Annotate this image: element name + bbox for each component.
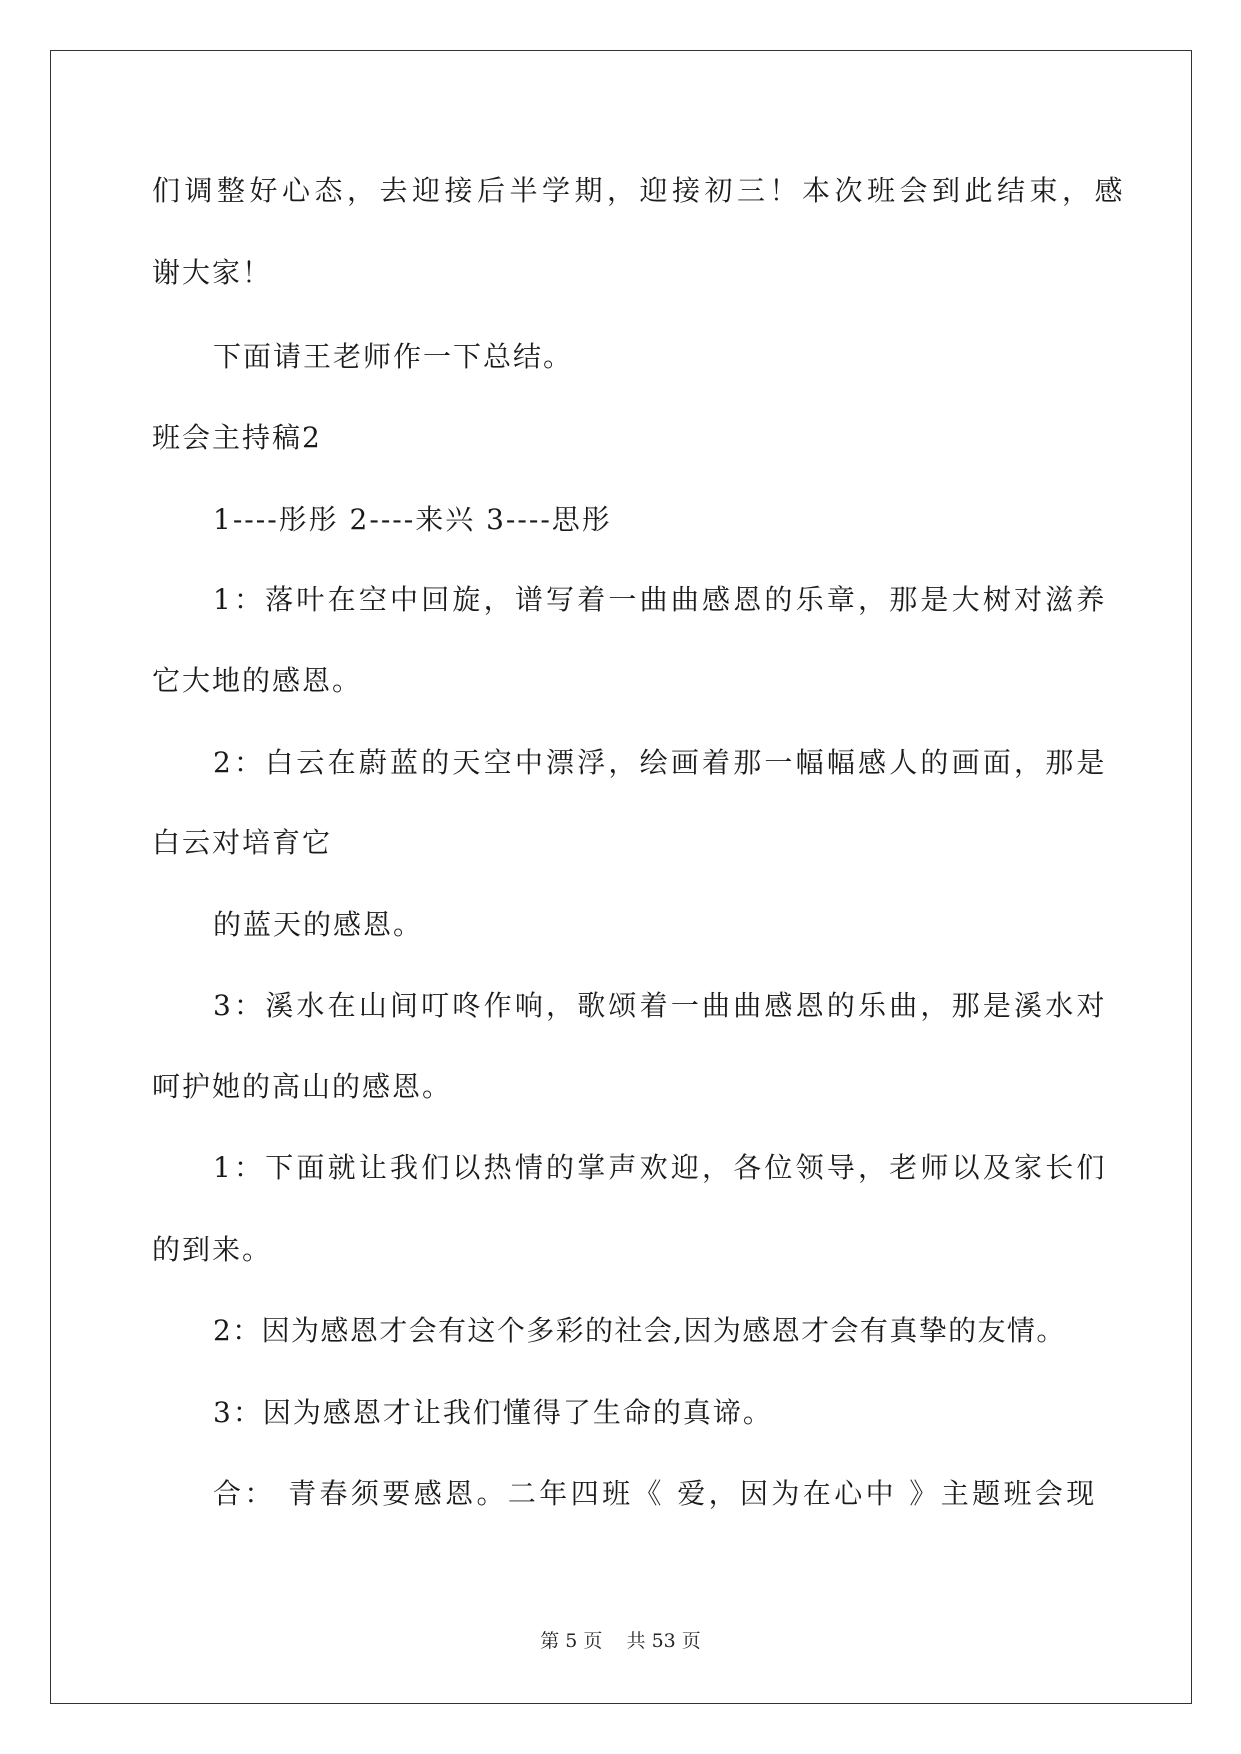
section-heading: 班会主持稿2 [152, 421, 322, 454]
page-total: 共 53 页 [626, 1630, 701, 1652]
text-line: 们调整好心态，去迎接后半学期，迎接初三！本次班会到此结束，感 [152, 174, 1128, 207]
page-number: 第 5 页 [540, 1630, 603, 1652]
text-line: 谢大家！ [152, 256, 273, 289]
text-line: 合： 青春须要感恩。二年四班《 爱，因为在心中 》主题班会现 [213, 1477, 1098, 1510]
text-line: 3：溪水在山间叮咚作响，歌颂着一曲曲感恩的乐曲，那是溪水对 [213, 989, 1108, 1022]
page-footer [0, 1629, 1241, 1653]
text-line: 的到来。 [152, 1233, 273, 1266]
text-line: 2：因为感恩才会有这个多彩的社会,因为感恩才会有真挚的友情。 [213, 1314, 1066, 1347]
text-line: 白云对培育它 [152, 826, 333, 859]
page-border [50, 50, 1192, 1704]
speaker-roster: 1----彤彤 2----来兴 3----思彤 [213, 503, 612, 536]
text-line: 2：白云在蔚蓝的天空中漂浮，绘画着那一幅幅感人的画面，那是 [213, 746, 1108, 779]
text-line: 呵护她的高山的感恩。 [152, 1070, 453, 1103]
text-line: 1：落叶在空中回旋，谱写着一曲曲感恩的乐章，那是大树对滋养 [213, 583, 1108, 616]
text-line: 3：因为感恩才让我们懂得了生命的真谛。 [213, 1396, 773, 1429]
text-line: 下面请王老师作一下总结。 [213, 340, 574, 373]
text-line: 1：下面就让我们以热情的掌声欢迎，各位领导，老师以及家长们 [213, 1151, 1108, 1184]
text-line: 它大地的感恩。 [152, 664, 363, 697]
text-line: 的蓝天的感恩。 [213, 908, 424, 941]
